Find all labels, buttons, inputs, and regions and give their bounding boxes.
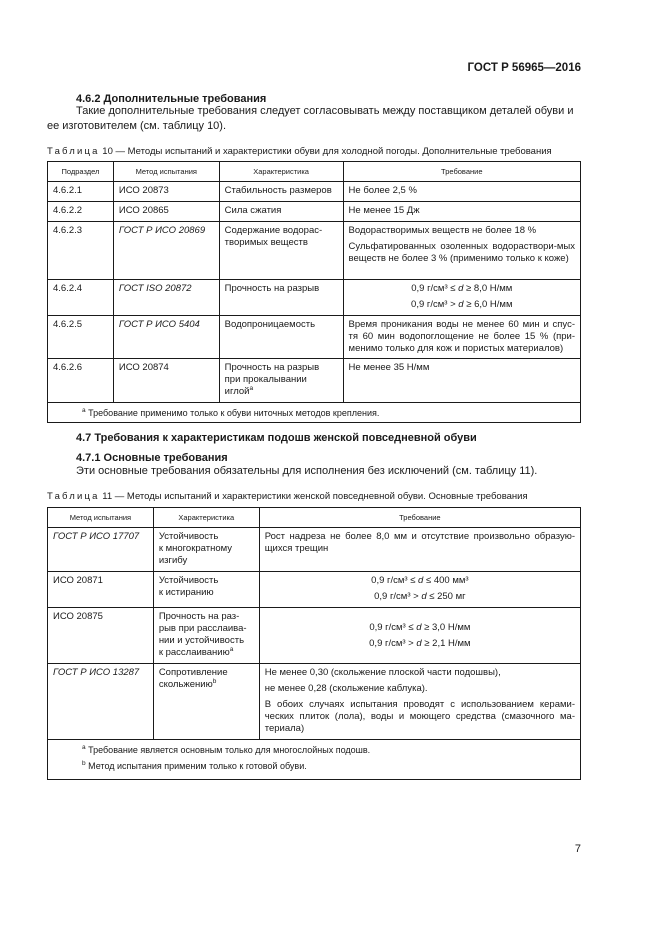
characteristic-line: к истиранию — [158, 587, 214, 598]
characteristic-cell: Водопроницаемость — [219, 316, 343, 359]
section-4-6-2-paragraph — [76, 104, 596, 119]
characteristic-cell: Прочность на разрыв — [219, 280, 343, 316]
caption-text: 11 — Методы испытаний и характеристики женской повседневной обуви. Основные требования — [99, 491, 528, 502]
footnote-mark: b — [82, 760, 86, 767]
section-4-7-1-paragraph: Эти основные требования обязательны для исполнения без исключений (см. таблицу 11). — [76, 465, 538, 477]
table-header-row — [48, 162, 581, 182]
table-footnote — [82, 744, 572, 756]
method-cell: ИСО 20875 — [48, 608, 154, 664]
characteristic-cell — [219, 359, 343, 403]
header-cell: Метод испытания — [113, 162, 219, 182]
characteristic-cell: Сила сжатия — [219, 202, 343, 222]
characteristic-cell — [153, 528, 259, 572]
requirement-line: 0,9 г/см³ ≤ d ≥ 8,0 Н/мм — [411, 283, 513, 294]
requirement-cell — [259, 572, 580, 608]
method-cell: ИСО 20865 — [113, 202, 219, 222]
subsection-cell: 4.6.2.5 — [48, 316, 114, 359]
footnote-mark: a — [82, 744, 86, 751]
footnote-mark: b — [212, 677, 217, 685]
table-row — [48, 528, 581, 572]
table-footnote-row — [48, 740, 581, 780]
page-number: 7 — [574, 843, 581, 855]
table-row — [48, 316, 581, 359]
table-row — [48, 359, 581, 403]
characteristic-line: рыв при расслаива- — [158, 623, 247, 634]
characteristic-cell — [153, 608, 259, 664]
requirement-cell — [259, 664, 580, 740]
characteristic-line: Устойчивость — [158, 531, 219, 542]
footnote-text: Требование является основным только для многослойных подошв. — [85, 745, 371, 755]
table-11-caption — [47, 491, 528, 502]
characteristic-line: изгибу — [158, 555, 188, 566]
requirement-line: 0,9 г/см³ ≤ d ≥ 3,0 Н/мм — [369, 621, 471, 633]
table-footnote — [82, 760, 572, 772]
requirement-line: 0,9 г/см³ > d ≤ 250 мг — [374, 591, 466, 602]
requirement-line: 0,9 г/см³ > d ≥ 2,1 Н/мм — [369, 637, 471, 649]
table-row — [48, 280, 581, 316]
method-cell: ИСО 20871 — [48, 572, 154, 608]
table-footnotes — [48, 740, 581, 780]
footnote-mark: a — [82, 407, 86, 414]
characteristic-cell — [219, 222, 343, 280]
table-row — [48, 202, 581, 222]
header-cell: Требование — [259, 508, 580, 528]
requirement-cell — [343, 280, 580, 316]
table-row — [48, 182, 581, 202]
requirement-cell: Не менее 35 Н/мм — [343, 359, 580, 403]
requirement-cell — [343, 222, 580, 280]
requirement-line: не менее 0,28 (скольжение каблука). — [264, 683, 428, 694]
characteristic-line: Содержание водорас- — [224, 225, 323, 236]
footnote-mark: a — [249, 384, 254, 392]
characteristic-line: Устойчивость — [158, 575, 219, 586]
table-footnote-row — [48, 403, 581, 423]
header-cell: Характеристика — [153, 508, 259, 528]
characteristic-line: к многократному — [158, 543, 232, 554]
paragraph-line-2: ее изготовителем (см. таблицу 10). — [47, 120, 227, 132]
requirement-line: 0,9 г/см³ > d ≥ 6,0 Н/мм — [411, 299, 513, 310]
characteristic-line: нии и устойчивость — [158, 635, 245, 646]
subsection-cell: 4.6.2.6 — [48, 359, 114, 403]
table-10-caption — [47, 146, 552, 157]
requirement-line: Водорастворимых веществ не более 18 % — [348, 225, 537, 236]
document-number: ГОСТ Р 56965—2016 — [467, 62, 581, 74]
characteristic-line: Сопротивление — [158, 667, 228, 678]
header-cell: Подраздел — [48, 162, 114, 182]
characteristic-line: иглой$^a$ — [224, 384, 254, 397]
method-cell: ГОСТ ISO 20872 — [113, 280, 219, 316]
caption-text: 10 — Методы испытаний и характеристики обуви для холодной погоды. Дополнительные требования — [99, 146, 552, 157]
requirement-cell: Рост надреза не более 8,0 мм и отсутствие произвольно образую-щихся трещин — [259, 528, 580, 572]
requirement-line: В обоих случаях испытания проводят с использованием керами-ческих плиток (лола), воды и моющего средства (смазочного ма-териала) — [264, 699, 575, 734]
table-row — [48, 572, 581, 608]
requirement-line: Сульфатированных озоленных водораствори-мых веществ не более 3 % (применимо только к коже) — [348, 241, 575, 264]
table-row — [48, 664, 581, 740]
header-cell: Характеристика — [219, 162, 343, 182]
footnote-mark: a — [229, 645, 234, 653]
characteristic-cell — [153, 572, 259, 608]
characteristic-line: при прокалывании — [224, 374, 307, 385]
caption-lead: Таблица — [47, 146, 100, 157]
method-cell: ГОСТ Р ИСО 5404 — [113, 316, 219, 359]
subsection-cell: 4.6.2.1 — [48, 182, 114, 202]
header-cell: Требование — [343, 162, 580, 182]
requirement-cell: Не более 2,5 % — [343, 182, 580, 202]
section-4-7-1-title: 4.7.1 Основные требования — [76, 452, 228, 464]
characteristic-line: Прочность на раз- — [158, 611, 240, 622]
requirement-cell — [259, 608, 580, 664]
table-row — [48, 608, 581, 664]
header-cell: Метод испытания — [48, 508, 154, 528]
characteristic-line: Прочность на разрыв — [224, 362, 320, 373]
characteristic-cell: Стабильность размеров — [219, 182, 343, 202]
method-cell: ГОСТ Р ИСО 13287 — [48, 664, 154, 740]
caption-lead: Таблица — [47, 491, 100, 502]
characteristic-line: творимых веществ — [224, 237, 308, 248]
footnote-text: Метод испытания применим только к готовой обуви. — [85, 761, 307, 771]
characteristic-line: скольжению$^b$ — [158, 677, 217, 690]
table-10 — [47, 161, 581, 423]
subsection-cell: 4.6.2.4 — [48, 280, 114, 316]
table-row — [48, 222, 581, 280]
footnote-text: Требование применимо только к обуви ниточных методов крепления. — [85, 408, 380, 418]
method-cell: ГОСТ Р ИСО 20869 — [113, 222, 219, 280]
table-header-row — [48, 508, 581, 528]
subsection-cell: 4.6.2.2 — [48, 202, 114, 222]
requirement-cell: Время проникания воды не менее 60 мин и спус-тя 60 мин водопоглощение не более 15 % (при-менимо только для кож и пористых материалов) — [343, 316, 580, 359]
method-cell: ГОСТ Р ИСО 17707 — [48, 528, 154, 572]
section-4-6-2-title: 4.6.2 Дополнительные требования — [76, 93, 267, 105]
characteristic-line: к расслаиванию$^a$ — [158, 645, 234, 658]
section-4-6-2-paragraph-cont — [47, 119, 226, 134]
requirement-line: 0,9 г/см³ ≤ d ≤ 400 мм³ — [371, 575, 469, 586]
characteristic-cell — [153, 664, 259, 740]
table-footnote — [48, 403, 581, 423]
subsection-cell: 4.6.2.3 — [48, 222, 114, 280]
section-4-7-title: 4.7 Требования к характеристикам подошв женской повседневной обуви — [76, 432, 477, 444]
table-11 — [47, 507, 581, 780]
method-cell: ИСО 20873 — [113, 182, 219, 202]
requirement-cell: Не менее 15 Дж — [343, 202, 580, 222]
requirement-line: Не менее 0,30 (скольжение плоской части подошвы), — [264, 667, 501, 678]
paragraph-line-1: Такие дополнительные требования следует согласовывать между поставщиком деталей обуви и — [76, 105, 574, 117]
method-cell: ИСО 20874 — [113, 359, 219, 403]
